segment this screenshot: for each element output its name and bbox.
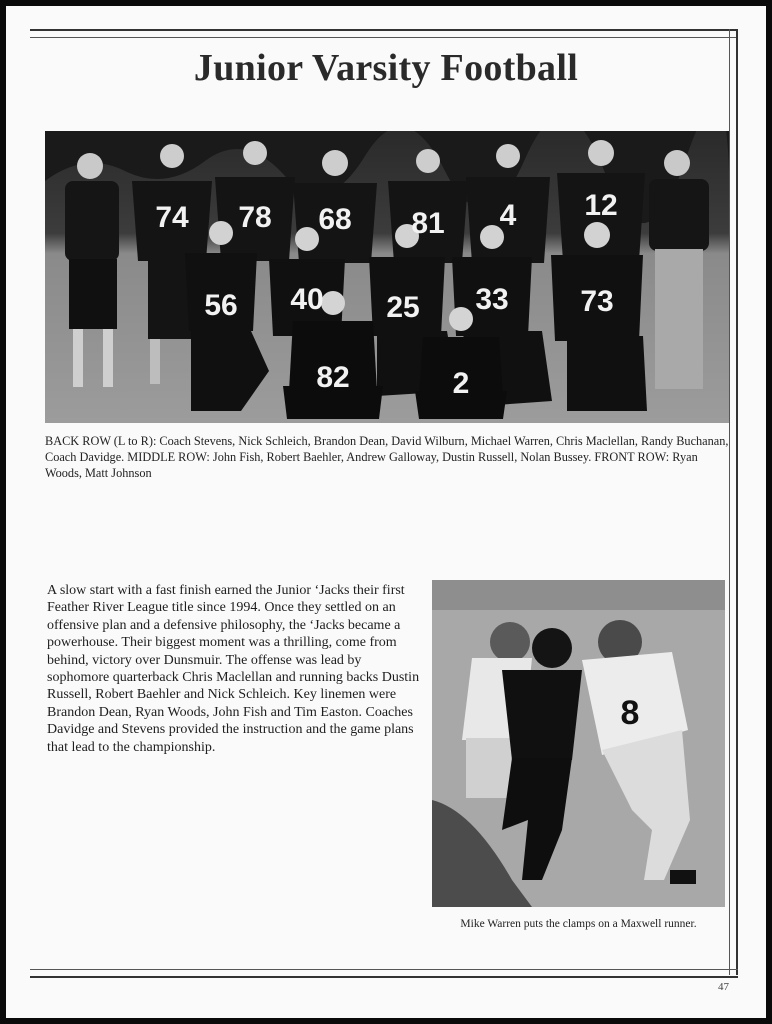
- page-border-bottom: [30, 969, 738, 978]
- team-photo: [45, 131, 729, 423]
- action-photo: [432, 580, 725, 907]
- jersey-number: 4: [499, 199, 517, 232]
- jersey-number: 2: [452, 367, 470, 400]
- action-photo-caption: Mike Warren puts the clamps on a Maxwell runner.: [460, 918, 697, 930]
- page-title: Junior Varsity Football: [193, 47, 579, 89]
- jersey-number: 73: [580, 285, 614, 318]
- team-photo-caption: BACK ROW (L to R): Coach Stevens, Nick Schleich, Brandon Dean, David Wilburn, Michael Warren, Chris Maclellan, Randy Buchanan, Coach Davidge. MIDDLE ROW: John Fish, Robert Baehler, Andrew Galloway, Dustin Russell, Nolan Bussey. FRONT ROW: Ryan Woods, Matt Johnson: [45, 434, 729, 480]
- jersey-number: 56: [204, 289, 238, 322]
- runner-jersey-number: 8: [620, 694, 640, 732]
- page-number: 47: [718, 981, 729, 993]
- jersey-number: 74: [155, 201, 189, 234]
- jersey-number: 81: [411, 207, 445, 240]
- story-text: A slow start with a fast finish earned the Junior ‘Jacks their first Feather River League title since 1994. Once they settled on an offensive plan and a defensive philosophy, the ‘Jacks became a powerhouse. Their biggest moment was a thrilling, come from behind, victory over Dunsmuir. The offense was lead by sophomore quarterback Chris Maclellan and running backs Dustin Russell, Robert Baehler and Nick Schleich. Key linemen were Brandon Dean, Ryan Woods, John Fish and Tim Easton. Coaches Davidge and Stevens provided the instruction and the game plans that lead to the championship.: [47, 583, 420, 755]
- jersey-number: 25: [386, 291, 420, 324]
- jersey-number: 68: [318, 203, 352, 236]
- jersey-number: 78: [238, 201, 272, 234]
- jersey-number: 82: [316, 361, 350, 394]
- jersey-number: 40: [290, 283, 324, 316]
- team-photo-image: [45, 131, 729, 423]
- action-photo-image: [432, 580, 725, 907]
- page-border-top: [30, 29, 738, 38]
- page-border-right: [729, 29, 738, 975]
- jersey-number: 33: [475, 283, 509, 316]
- jersey-number: 12: [584, 189, 618, 222]
